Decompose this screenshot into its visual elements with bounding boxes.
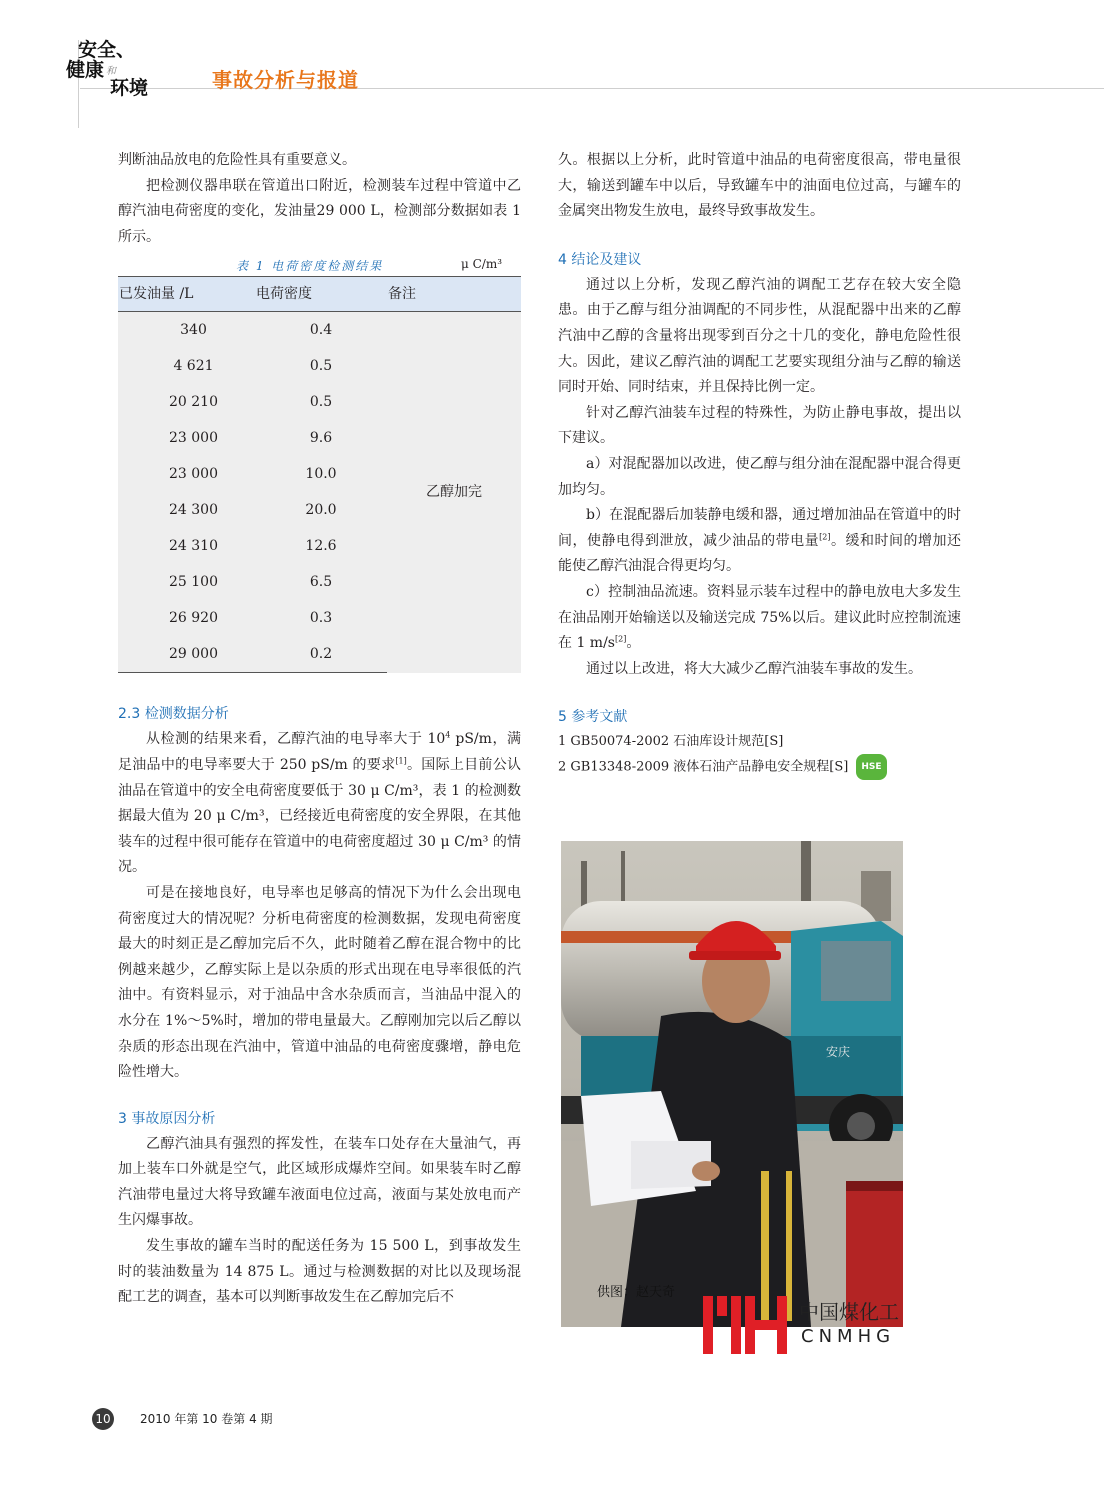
reference-item: 1 GB50074-2002 石油库设计规范[S] (558, 734, 784, 750)
paragraph (118, 727, 521, 881)
watermark-en: CNMHG (801, 1326, 896, 1347)
table-header-row (118, 277, 521, 312)
paragraph: 通过以上改进，将大大减少乙醇汽油装车事故的发生。 (586, 660, 922, 677)
logo-line1: 安全、 (78, 39, 136, 61)
right-column (558, 148, 961, 780)
hse-end-mark-icon: HSE (856, 754, 886, 780)
column-header: 电荷密度 (255, 277, 387, 312)
section-heading-5: 5 参考文献 (558, 709, 628, 726)
citation: [2] (614, 634, 627, 644)
table-note: 乙醇加完 (387, 312, 521, 673)
table-cell: 0.5 (255, 384, 387, 420)
table-cell: 0.5 (255, 348, 387, 384)
reference-item (558, 754, 961, 780)
watermark-logo (703, 1292, 913, 1358)
table-cell: 20.0 (255, 492, 387, 528)
table-cell: 6.5 (255, 564, 387, 600)
left-column (118, 148, 521, 1311)
paragraph: 把检测仪器串联在管道出口附近，检测装车过程中管道中乙醇汽油电荷密度的变化，发油量29 000 L，检测部分数据如表 1 所示。 (118, 177, 521, 245)
text-run: 。缓和时间的增加还能使乙醇汽油混合得更均匀。 (558, 532, 962, 575)
truck-label: 安庆 (826, 1045, 851, 1059)
column-header: 备注 (387, 277, 521, 312)
paragraph: 发生事故的罐车当时的配送任务为 15 500 L，到事故发生时的装油数量为 14 875 L。通过与检测数据的对比以及现场混配工艺的调查，基本可以判断事故发生在乙醇加完后不 (118, 1238, 521, 1306)
table-cell: 0.3 (255, 600, 387, 636)
logo-line2: 健康 (66, 59, 105, 81)
table-cell: 10.0 (255, 456, 387, 492)
table-row (118, 312, 521, 349)
paragraph: 久。根据以上分析，此时管道中油品的电荷密度很高，带电量很大，输送到罐车中以后，导致罐车中的油面电位过高，与罐车的金属突出物发生放电，最终导致事故发生。 (558, 152, 961, 220)
column-header: 已发油量 /L (118, 277, 255, 312)
photo-worker-tanker (561, 841, 903, 1327)
page-number: 10 (95, 1412, 111, 1426)
table-caption: 表 1 电荷密度检测结果 (236, 259, 384, 274)
paragraph: a）对混配器加以改进，使乙醇与组分油在混配器中混合得更加均匀。 (558, 455, 961, 498)
table-cell: 9.6 (255, 420, 387, 456)
paragraph: 可是在接地良好，电导率也足够高的情况下为什么会出现电荷密度过大的情况呢？分析电荷密度的检测数据，发现电荷密度最大的时刻正是乙醇加完后不久，此时随着乙醇在混合物中的比例越来越少，乙醇实际上是以杂质的形式出现在电导率很低的汽油中。有资料显示，对于油品中含水杂质而言，当油品中混入的水分在 1%～5%时，增加的带电量最大。乙醇刚加完以后乙醇以杂质的形态出现在汽油中，管道中油品的电荷密度骤增，静电危险性增大。 (118, 884, 521, 1081)
logo-line3: 环境 (110, 77, 149, 99)
table-cell: 0.4 (255, 312, 387, 349)
table-unit: μ C/m³ (461, 257, 503, 272)
charge-density-table (118, 276, 521, 673)
watermark-cn: 中国煤化工 (799, 1300, 899, 1324)
watermark-mark-icon (703, 1292, 793, 1356)
paragraph (558, 503, 961, 580)
journal-logo (66, 38, 166, 98)
paragraph: 针对乙醇汽油装车过程的特殊性，为防止静电事故，提出以下建议。 (558, 404, 961, 447)
table-cell: 20 210 (118, 384, 255, 420)
section-title: 事故分析与报道 (212, 68, 359, 92)
text-run: 。 (626, 635, 641, 652)
photo-credit: 供图：赵天奇 (597, 1285, 676, 1300)
citation: [1] (395, 756, 407, 766)
table-cell: 12.6 (255, 528, 387, 564)
table-cell: 4 621 (118, 348, 255, 384)
paragraph: 判断油品放电的危险性具有重要意义。 (118, 152, 356, 168)
table-cell: 25 100 (118, 564, 255, 600)
section-heading-4: 4 结论及建议 (558, 251, 642, 268)
table-cell: 24 310 (118, 528, 255, 564)
table-cell: 26 920 (118, 600, 255, 636)
table-caption-row (118, 250, 521, 276)
table-cell: 340 (118, 312, 255, 349)
table-cell: 29 000 (118, 636, 255, 673)
table-cell: 24 300 (118, 492, 255, 528)
text-run: 。国际上目前公认油品在管道中的安全电荷密度要低于 30 μ C/m³，表 1 的检测数据最大值为 20 μ C/m³，已经接近电荷密度的安全界限，在其他装车的过程中很可能存在管道中的电荷密度超过 30 μ C/m³ 的情况。 (118, 756, 521, 876)
paragraph: 通过以上分析，发现乙醇汽油的调配工艺存在较大安全隐患。由于乙醇与组分油调配的不同步性，从混配器中出来的乙醇汽油中乙醇的含量将出现零到百分之十几的变化，静电危险性很大。因此，建议乙醇汽油的调配工艺要实现组分油与乙醇的输送同时开始、同时结束，并且保持比例一定。 (558, 276, 961, 396)
text-run: c）控制油品流速。资料显示装车过程中的静电放电大多发生在油品刚开始输送以及输送完成 75%以后。建议此时应控制流速在 1 m/s (558, 583, 961, 652)
paragraph (558, 580, 961, 657)
citation: [2] (819, 532, 831, 542)
logo-small: 和 (106, 66, 116, 77)
text-run: b）在混配器后加装静电缓和器，通过增加油品在管道中的时间，使静电得到泄放，减少油品的带电量 (558, 507, 961, 549)
text-run: 从检测的结果来看，乙醇汽油的电导率大于 10 (146, 731, 446, 748)
text-run: pS/m，满足油品中的电导率要大于 250 pS/m 的要求 (118, 731, 522, 773)
section-heading-2-3: 2.3 检测数据分析 (118, 706, 229, 723)
table-cell: 23 000 (118, 420, 255, 456)
section-heading-3: 3 事故原因分析 (118, 1110, 216, 1127)
table-cell: 23 000 (118, 456, 255, 492)
photo-illustration (561, 841, 903, 1327)
reference-text: 2 GB13348-2009 液体石油产品静电安全规程[S] (558, 759, 849, 775)
page-number-badge (92, 1408, 114, 1430)
issue-info: 2010 年第 10 卷第 4 期 (140, 1412, 273, 1426)
table-cell: 0.2 (255, 636, 387, 673)
superscript: 4 (445, 730, 451, 740)
paragraph: 乙醇汽油具有强烈的挥发性，在装车口处存在大量油气，再加上装车口外就是空气，此区域形成爆炸空间。如果装车时乙醇汽油带电量过大将导致罐车液面电位过高，液面与某处放电而产生闪爆事故。 (118, 1135, 521, 1229)
